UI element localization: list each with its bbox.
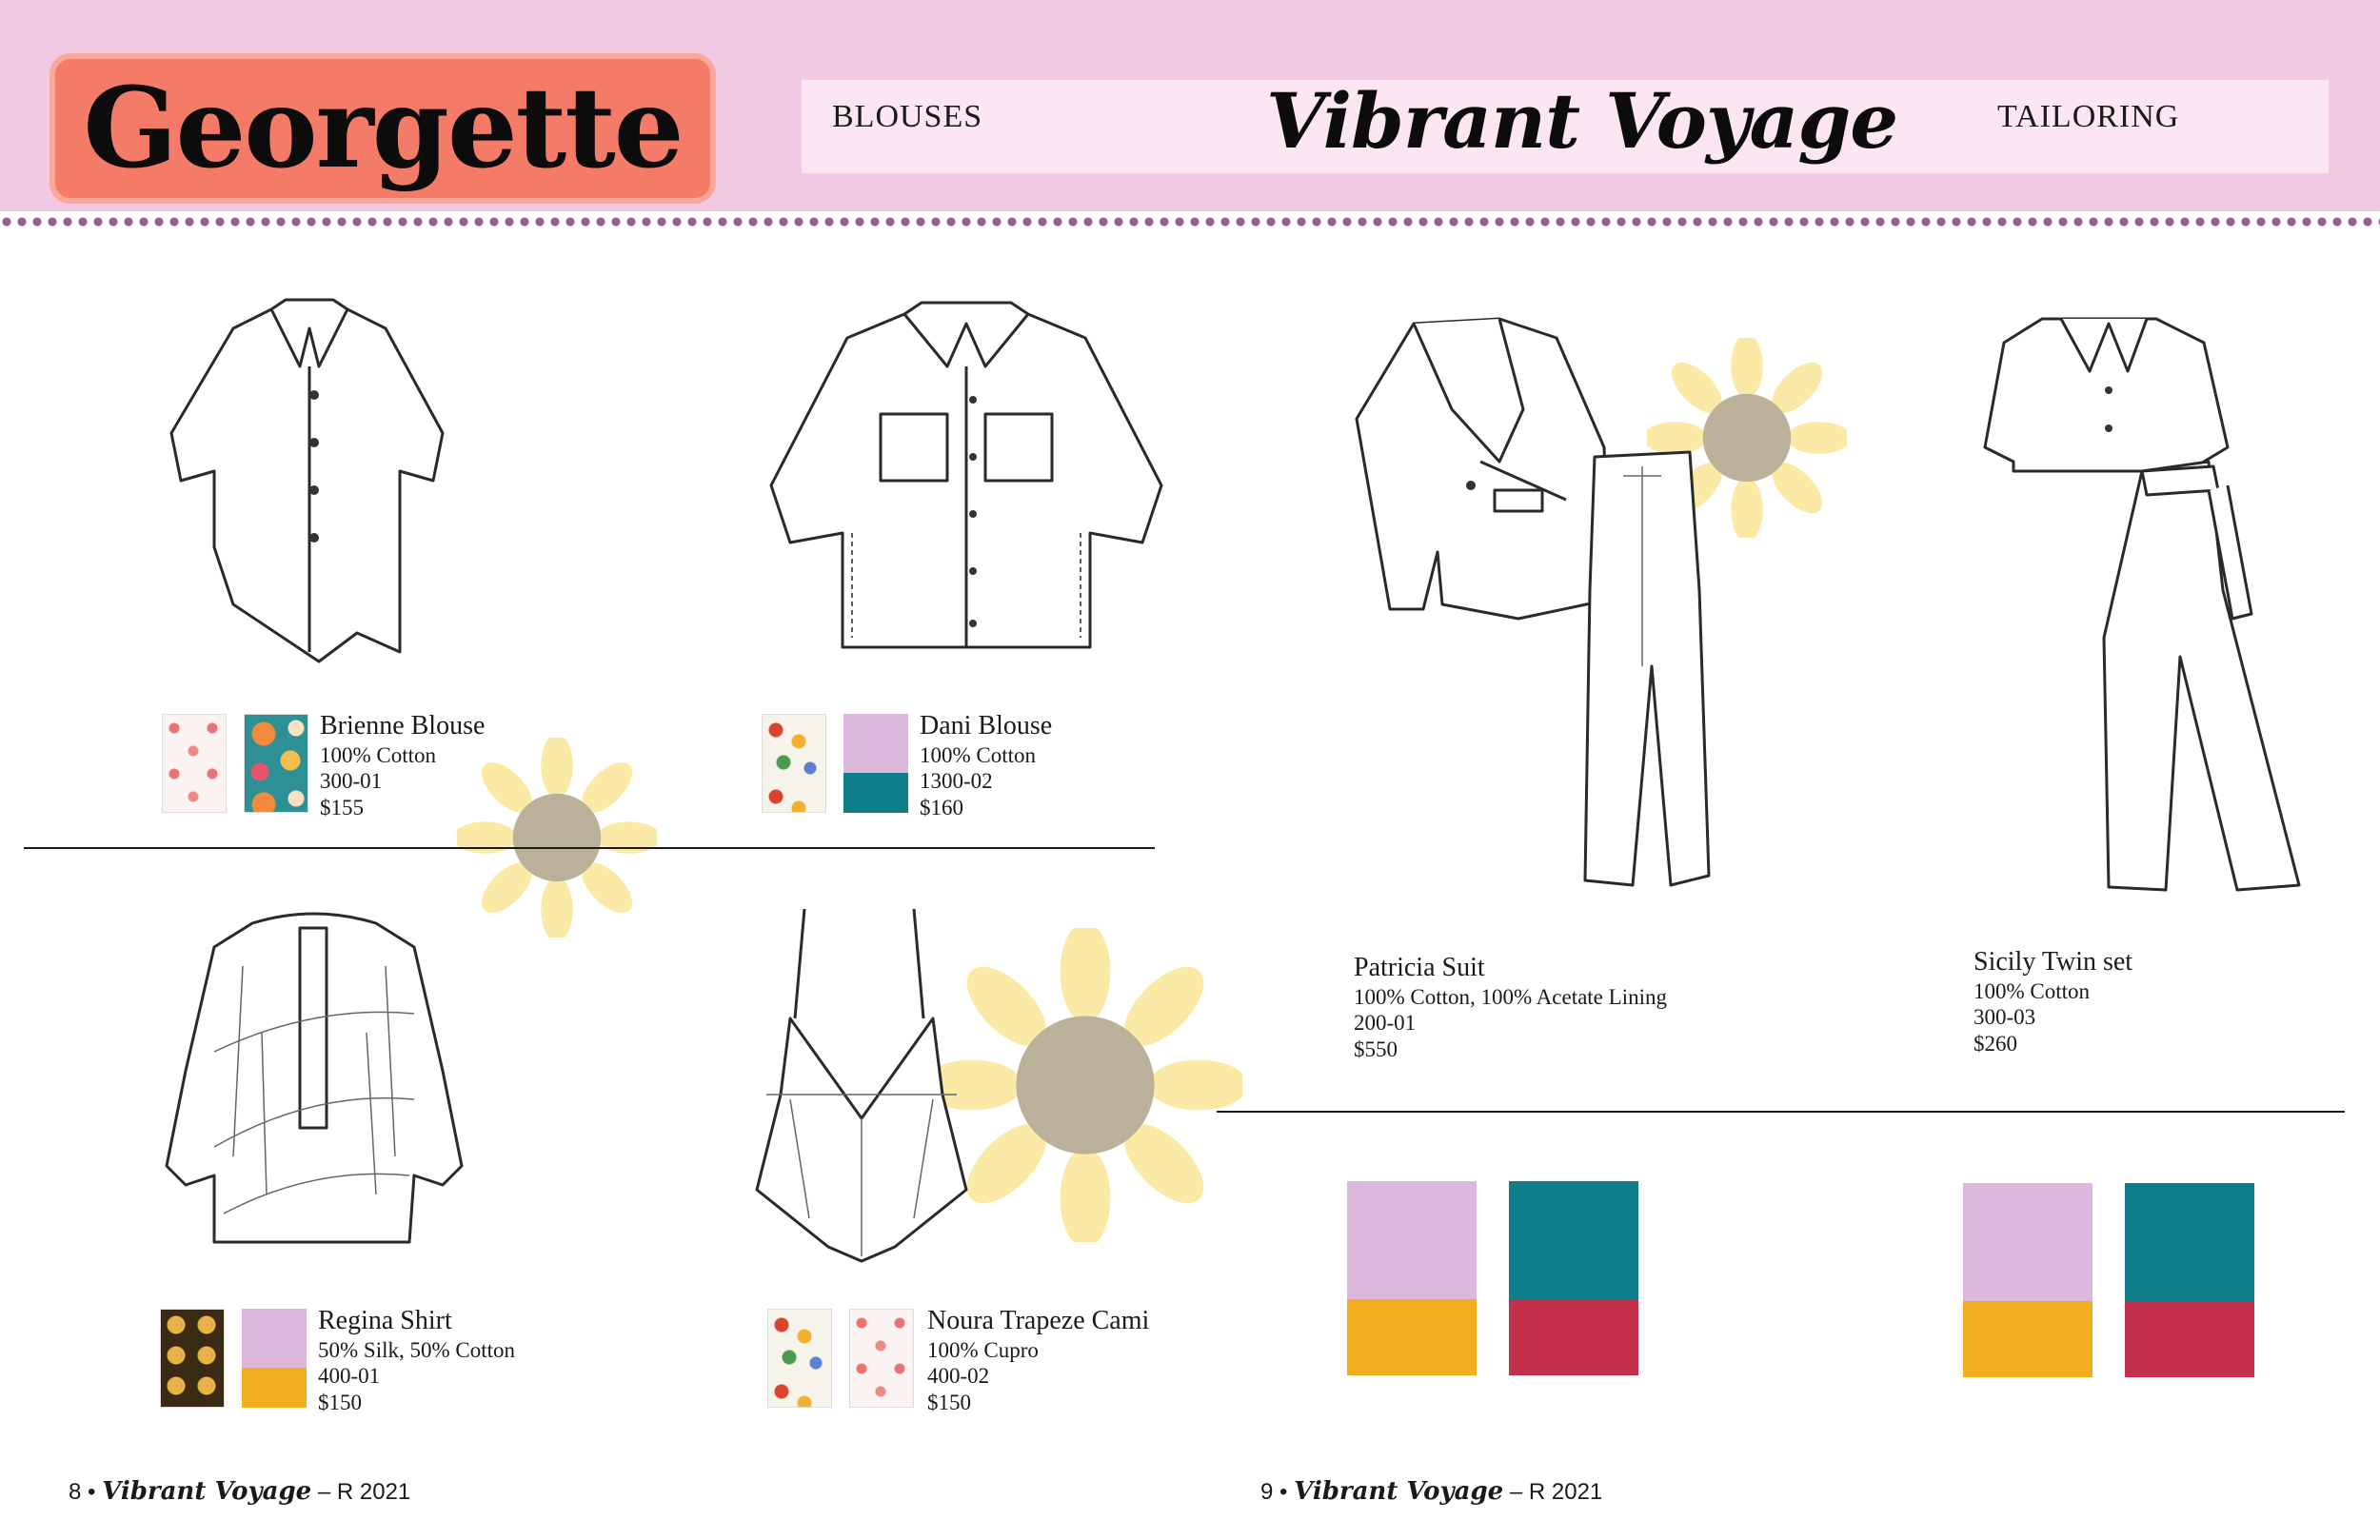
dotted-divider: [0, 215, 2380, 228]
sunflower-icon: [457, 738, 657, 938]
product-name: Patricia Suit: [1354, 953, 1485, 982]
product-price: $550: [1354, 1037, 1398, 1061]
product-info-brienne: [320, 710, 485, 820]
product-fabric: 50% Silk, 50% Cotton: [318, 1337, 516, 1362]
bullet: •: [1279, 1479, 1288, 1505]
color-block-lavender: [1963, 1183, 2092, 1301]
product-info-dani: [920, 710, 1052, 820]
product-info-regina: [318, 1305, 515, 1415]
fabric-swatch: [160, 1309, 225, 1408]
product-name: Regina Shirt: [318, 1306, 452, 1335]
footer-edition: – R 2021: [1509, 1479, 1603, 1505]
color-swatch-lavender: [242, 1309, 307, 1368]
color-block-mustard: [1963, 1301, 2092, 1377]
product-info-sicily: [1973, 946, 2132, 1056]
footer-right: [1260, 1477, 1602, 1506]
product-code: 400-01: [318, 1364, 381, 1389]
product-price: $260: [1973, 1031, 2017, 1056]
brand-logo-box: [50, 53, 716, 204]
product-price: $155: [320, 795, 364, 819]
color-block-crimson: [2125, 1301, 2254, 1377]
product-code: 1300-02: [920, 769, 993, 794]
product-name: Dani Blouse: [920, 711, 1053, 740]
smock-shirt-icon: [157, 909, 471, 1252]
product-price: $150: [927, 1390, 971, 1414]
footer-brand: Vibrant Voyage: [1294, 1477, 1504, 1506]
fabric-swatch: [244, 714, 308, 813]
product-price: $150: [318, 1390, 362, 1414]
page-number: 9: [1260, 1479, 1274, 1505]
product-price: $160: [920, 795, 963, 819]
color-block-mustard: [1347, 1299, 1477, 1375]
product-code: 200-01: [1354, 1011, 1417, 1036]
sunflower-icon: [928, 928, 1242, 1242]
color-swatch-teal: [843, 773, 908, 813]
fabric-swatch: [762, 714, 826, 813]
product-name: Noura Trapeze Cami: [927, 1306, 1150, 1335]
page-number: 8: [69, 1479, 82, 1505]
product-info-noura: [927, 1305, 1149, 1415]
fabric-swatch: [849, 1309, 914, 1408]
fabric-swatch: [767, 1309, 832, 1408]
fabric-swatch: [162, 714, 227, 813]
color-swatch-lavender: [843, 714, 908, 773]
section-label-tailoring: TAILORING: [1997, 99, 2180, 134]
footer-brand: Vibrant Voyage: [102, 1477, 312, 1506]
bullet: •: [88, 1479, 96, 1505]
shirt-icon: [157, 290, 462, 661]
color-block-lavender: [1347, 1181, 1477, 1299]
section-divider: [24, 847, 1155, 849]
twin-set-icon: [1975, 305, 2318, 895]
blouse-icon: [762, 295, 1171, 657]
color-block-teal: [2125, 1183, 2254, 1301]
color-block-crimson: [1509, 1299, 1638, 1375]
product-name: Sicily Twin set: [1973, 947, 2133, 977]
section-label-blouses: BLOUSES: [832, 99, 983, 134]
section-divider: [1217, 1111, 2345, 1113]
collection-title: Vibrant Voyage: [1266, 76, 1898, 166]
product-fabric: 100% Cotton: [1973, 978, 2091, 1003]
product-info-patricia: [1354, 952, 1667, 1062]
product-name: Brienne Blouse: [320, 711, 486, 740]
suit-icon: [1347, 305, 1728, 895]
product-code: 300-01: [320, 769, 383, 794]
footer-edition: – R 2021: [317, 1479, 411, 1505]
product-fabric: 100% Cotton, 100% Acetate Lining: [1354, 984, 1667, 1009]
product-fabric: 100% Cupro: [927, 1337, 1039, 1362]
color-swatch-mustard: [242, 1368, 307, 1408]
product-fabric: 100% Cotton: [920, 742, 1037, 767]
product-fabric: 100% Cotton: [320, 742, 437, 767]
brand-name: Georgette: [83, 64, 683, 193]
color-block-teal: [1509, 1181, 1638, 1299]
cami-icon: [752, 904, 971, 1266]
footer-left: [69, 1477, 410, 1506]
product-code: 400-02: [927, 1364, 990, 1389]
product-code: 300-03: [1973, 1005, 2036, 1030]
